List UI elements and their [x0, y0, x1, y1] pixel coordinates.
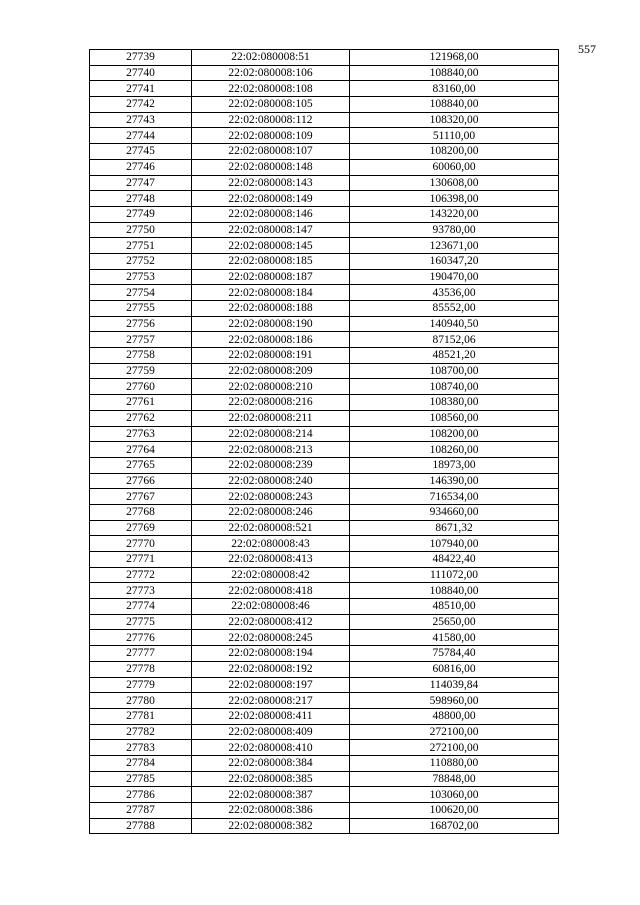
cadastral-number-cell: 22:02:080008:194 [192, 646, 350, 662]
value-cell: 60816,00 [350, 661, 559, 677]
value-cell: 160347,20 [350, 253, 559, 269]
row-number-cell: 27759 [90, 363, 192, 379]
value-cell: 108740,00 [350, 379, 559, 395]
value-cell: 107940,00 [350, 536, 559, 552]
cadastral-number-cell: 22:02:080008:190 [192, 316, 350, 332]
table-row [90, 128, 559, 144]
table-row [90, 677, 559, 693]
cadastral-number-cell: 22:02:080008:384 [192, 755, 350, 771]
value-cell: 83160,00 [350, 81, 559, 97]
table-row [90, 222, 559, 238]
value-cell: 121968,00 [350, 50, 559, 66]
cadastral-number-cell: 22:02:080008:184 [192, 285, 350, 301]
table-row [90, 395, 559, 411]
table-row [90, 552, 559, 568]
value-cell: 111072,00 [350, 567, 559, 583]
row-number-cell: 27764 [90, 442, 192, 458]
row-number-cell: 27740 [90, 65, 192, 81]
value-cell: 108560,00 [350, 410, 559, 426]
row-number-cell: 27750 [90, 222, 192, 238]
row-number-cell: 27742 [90, 97, 192, 113]
table-row [90, 316, 559, 332]
table-row [90, 693, 559, 709]
value-cell: 25650,00 [350, 614, 559, 630]
cadastral-number-cell: 22:02:080008:145 [192, 238, 350, 254]
cadastral-number-cell: 22:02:080008:418 [192, 583, 350, 599]
cadastral-number-cell: 22:02:080008:143 [192, 175, 350, 191]
row-number-cell: 27770 [90, 536, 192, 552]
table-row [90, 206, 559, 222]
table-row [90, 473, 559, 489]
table-row [90, 724, 559, 740]
value-cell: 108200,00 [350, 144, 559, 160]
table-row [90, 81, 559, 97]
value-cell: 108700,00 [350, 363, 559, 379]
row-number-cell: 27773 [90, 583, 192, 599]
value-cell: 108260,00 [350, 442, 559, 458]
row-number-cell: 27744 [90, 128, 192, 144]
row-number-cell: 27739 [90, 50, 192, 66]
table-row [90, 536, 559, 552]
value-cell: 108320,00 [350, 112, 559, 128]
row-number-cell: 27766 [90, 473, 192, 489]
row-number-cell: 27767 [90, 489, 192, 505]
table-row [90, 740, 559, 756]
cadastral-number-cell: 22:02:080008:147 [192, 222, 350, 238]
table-row [90, 144, 559, 160]
cadastral-number-cell: 22:02:080008:107 [192, 144, 350, 160]
cadastral-number-cell: 22:02:080008:149 [192, 191, 350, 207]
cadastral-number-cell: 22:02:080008:412 [192, 614, 350, 630]
table-row [90, 332, 559, 348]
row-number-cell: 27779 [90, 677, 192, 693]
table-row [90, 630, 559, 646]
value-cell: 140940,50 [350, 316, 559, 332]
value-cell: 48800,00 [350, 708, 559, 724]
value-cell: 93780,00 [350, 222, 559, 238]
row-number-cell: 27762 [90, 410, 192, 426]
cadastral-number-cell: 22:02:080008:108 [192, 81, 350, 97]
cadastral-number-cell: 22:02:080008:411 [192, 708, 350, 724]
table-row [90, 97, 559, 113]
row-number-cell: 27780 [90, 693, 192, 709]
row-number-cell: 27760 [90, 379, 192, 395]
cadastral-number-cell: 22:02:080008:186 [192, 332, 350, 348]
row-number-cell: 27781 [90, 708, 192, 724]
cadastral-number-cell: 22:02:080008:243 [192, 489, 350, 505]
row-number-cell: 27748 [90, 191, 192, 207]
table-row [90, 410, 559, 426]
value-cell: 598960,00 [350, 693, 559, 709]
table-row [90, 661, 559, 677]
table-row [90, 520, 559, 536]
table-row [90, 301, 559, 317]
value-cell: 8671,32 [350, 520, 559, 536]
cadastral-number-cell: 22:02:080008:385 [192, 771, 350, 787]
table-row [90, 65, 559, 81]
table-row [90, 238, 559, 254]
row-number-cell: 27771 [90, 552, 192, 568]
value-cell: 87152,06 [350, 332, 559, 348]
value-cell: 48521,20 [350, 348, 559, 364]
row-number-cell: 27774 [90, 599, 192, 615]
cadastral-number-cell: 22:02:080008:521 [192, 520, 350, 536]
cadastral-number-cell: 22:02:080008:187 [192, 269, 350, 285]
row-number-cell: 27768 [90, 504, 192, 520]
value-cell: 114039,84 [350, 677, 559, 693]
value-cell: 106398,00 [350, 191, 559, 207]
cadastral-number-cell: 22:02:080008:410 [192, 740, 350, 756]
row-number-cell: 27772 [90, 567, 192, 583]
value-cell: 85552,00 [350, 301, 559, 317]
row-number-cell: 27761 [90, 395, 192, 411]
table-row [90, 567, 559, 583]
value-cell: 146390,00 [350, 473, 559, 489]
cadastral-number-cell: 22:02:080008:46 [192, 599, 350, 615]
cadastral-number-cell: 22:02:080008:105 [192, 97, 350, 113]
row-number-cell: 27786 [90, 787, 192, 803]
table-row [90, 457, 559, 473]
cadastral-number-cell: 22:02:080008:209 [192, 363, 350, 379]
value-cell: 123671,00 [350, 238, 559, 254]
cadastral-number-cell: 22:02:080008:106 [192, 65, 350, 81]
value-cell: 190470,00 [350, 269, 559, 285]
row-number-cell: 27755 [90, 301, 192, 317]
row-number-cell: 27777 [90, 646, 192, 662]
table-row [90, 50, 559, 66]
cadastral-number-cell: 22:02:080008:240 [192, 473, 350, 489]
table-row [90, 269, 559, 285]
cadastral-number-cell: 22:02:080008:112 [192, 112, 350, 128]
table-row [90, 646, 559, 662]
value-cell: 143220,00 [350, 206, 559, 222]
table-row [90, 175, 559, 191]
value-cell: 108200,00 [350, 426, 559, 442]
cadastral-number-cell: 22:02:080008:246 [192, 504, 350, 520]
row-number-cell: 27751 [90, 238, 192, 254]
row-number-cell: 27743 [90, 112, 192, 128]
cadastral-number-cell: 22:02:080008:42 [192, 567, 350, 583]
value-cell: 48510,00 [350, 599, 559, 615]
table-row [90, 348, 559, 364]
registry-table-body [90, 50, 559, 834]
table-row [90, 818, 559, 834]
row-number-cell: 27775 [90, 614, 192, 630]
table-row [90, 253, 559, 269]
table-row [90, 708, 559, 724]
row-number-cell: 27785 [90, 771, 192, 787]
row-number-cell: 27749 [90, 206, 192, 222]
value-cell: 41580,00 [350, 630, 559, 646]
row-number-cell: 27784 [90, 755, 192, 771]
cadastral-number-cell: 22:02:080008:51 [192, 50, 350, 66]
cadastral-number-cell: 22:02:080008:146 [192, 206, 350, 222]
row-number-cell: 27776 [90, 630, 192, 646]
table-row [90, 787, 559, 803]
table-row [90, 191, 559, 207]
cadastral-number-cell: 22:02:080008:387 [192, 787, 350, 803]
registry-table [89, 49, 559, 834]
cadastral-number-cell: 22:02:080008:239 [192, 457, 350, 473]
value-cell: 43536,00 [350, 285, 559, 301]
value-cell: 60060,00 [350, 159, 559, 175]
cadastral-number-cell: 22:02:080008:413 [192, 552, 350, 568]
row-number-cell: 27758 [90, 348, 192, 364]
cadastral-number-cell: 22:02:080008:216 [192, 395, 350, 411]
value-cell: 108840,00 [350, 97, 559, 113]
table-row [90, 442, 559, 458]
value-cell: 716534,00 [350, 489, 559, 505]
cadastral-number-cell: 22:02:080008:192 [192, 661, 350, 677]
value-cell: 78848,00 [350, 771, 559, 787]
value-cell: 48422,40 [350, 552, 559, 568]
row-number-cell: 27747 [90, 175, 192, 191]
table-row [90, 426, 559, 442]
table-row [90, 363, 559, 379]
cadastral-number-cell: 22:02:080008:197 [192, 677, 350, 693]
table-row [90, 112, 559, 128]
row-number-cell: 27778 [90, 661, 192, 677]
row-number-cell: 27752 [90, 253, 192, 269]
value-cell: 110880,00 [350, 755, 559, 771]
table-row [90, 755, 559, 771]
cadastral-number-cell: 22:02:080008:188 [192, 301, 350, 317]
value-cell: 130608,00 [350, 175, 559, 191]
cadastral-number-cell: 22:02:080008:217 [192, 693, 350, 709]
value-cell: 934660,00 [350, 504, 559, 520]
value-cell: 108380,00 [350, 395, 559, 411]
cadastral-number-cell: 22:02:080008:210 [192, 379, 350, 395]
row-number-cell: 27765 [90, 457, 192, 473]
value-cell: 168702,00 [350, 818, 559, 834]
table-row [90, 771, 559, 787]
row-number-cell: 27782 [90, 724, 192, 740]
row-number-cell: 27756 [90, 316, 192, 332]
value-cell: 272100,00 [350, 740, 559, 756]
row-number-cell: 27754 [90, 285, 192, 301]
cadastral-number-cell: 22:02:080008:109 [192, 128, 350, 144]
value-cell: 108840,00 [350, 65, 559, 81]
row-number-cell: 27769 [90, 520, 192, 536]
table-row [90, 379, 559, 395]
row-number-cell: 27753 [90, 269, 192, 285]
row-number-cell: 27763 [90, 426, 192, 442]
cadastral-number-cell: 22:02:080008:386 [192, 803, 350, 819]
cadastral-number-cell: 22:02:080008:43 [192, 536, 350, 552]
value-cell: 75784,40 [350, 646, 559, 662]
cadastral-number-cell: 22:02:080008:214 [192, 426, 350, 442]
table-row [90, 614, 559, 630]
table-row [90, 159, 559, 175]
table-row [90, 583, 559, 599]
cadastral-number-cell: 22:02:080008:245 [192, 630, 350, 646]
row-number-cell: 27788 [90, 818, 192, 834]
row-number-cell: 27757 [90, 332, 192, 348]
row-number-cell: 27741 [90, 81, 192, 97]
cadastral-number-cell: 22:02:080008:213 [192, 442, 350, 458]
value-cell: 108840,00 [350, 583, 559, 599]
table-row [90, 599, 559, 615]
value-cell: 51110,00 [350, 128, 559, 144]
value-cell: 272100,00 [350, 724, 559, 740]
table-row [90, 489, 559, 505]
cadastral-number-cell: 22:02:080008:148 [192, 159, 350, 175]
page-number: 557 [578, 42, 596, 56]
row-number-cell: 27746 [90, 159, 192, 175]
table-row [90, 285, 559, 301]
cadastral-number-cell: 22:02:080008:409 [192, 724, 350, 740]
cadastral-number-cell: 22:02:080008:191 [192, 348, 350, 364]
value-cell: 103060,00 [350, 787, 559, 803]
cadastral-number-cell: 22:02:080008:382 [192, 818, 350, 834]
cadastral-number-cell: 22:02:080008:185 [192, 253, 350, 269]
row-number-cell: 27745 [90, 144, 192, 160]
table-row [90, 803, 559, 819]
table-row [90, 504, 559, 520]
value-cell: 18973,00 [350, 457, 559, 473]
value-cell: 100620,00 [350, 803, 559, 819]
cadastral-number-cell: 22:02:080008:211 [192, 410, 350, 426]
row-number-cell: 27787 [90, 803, 192, 819]
row-number-cell: 27783 [90, 740, 192, 756]
